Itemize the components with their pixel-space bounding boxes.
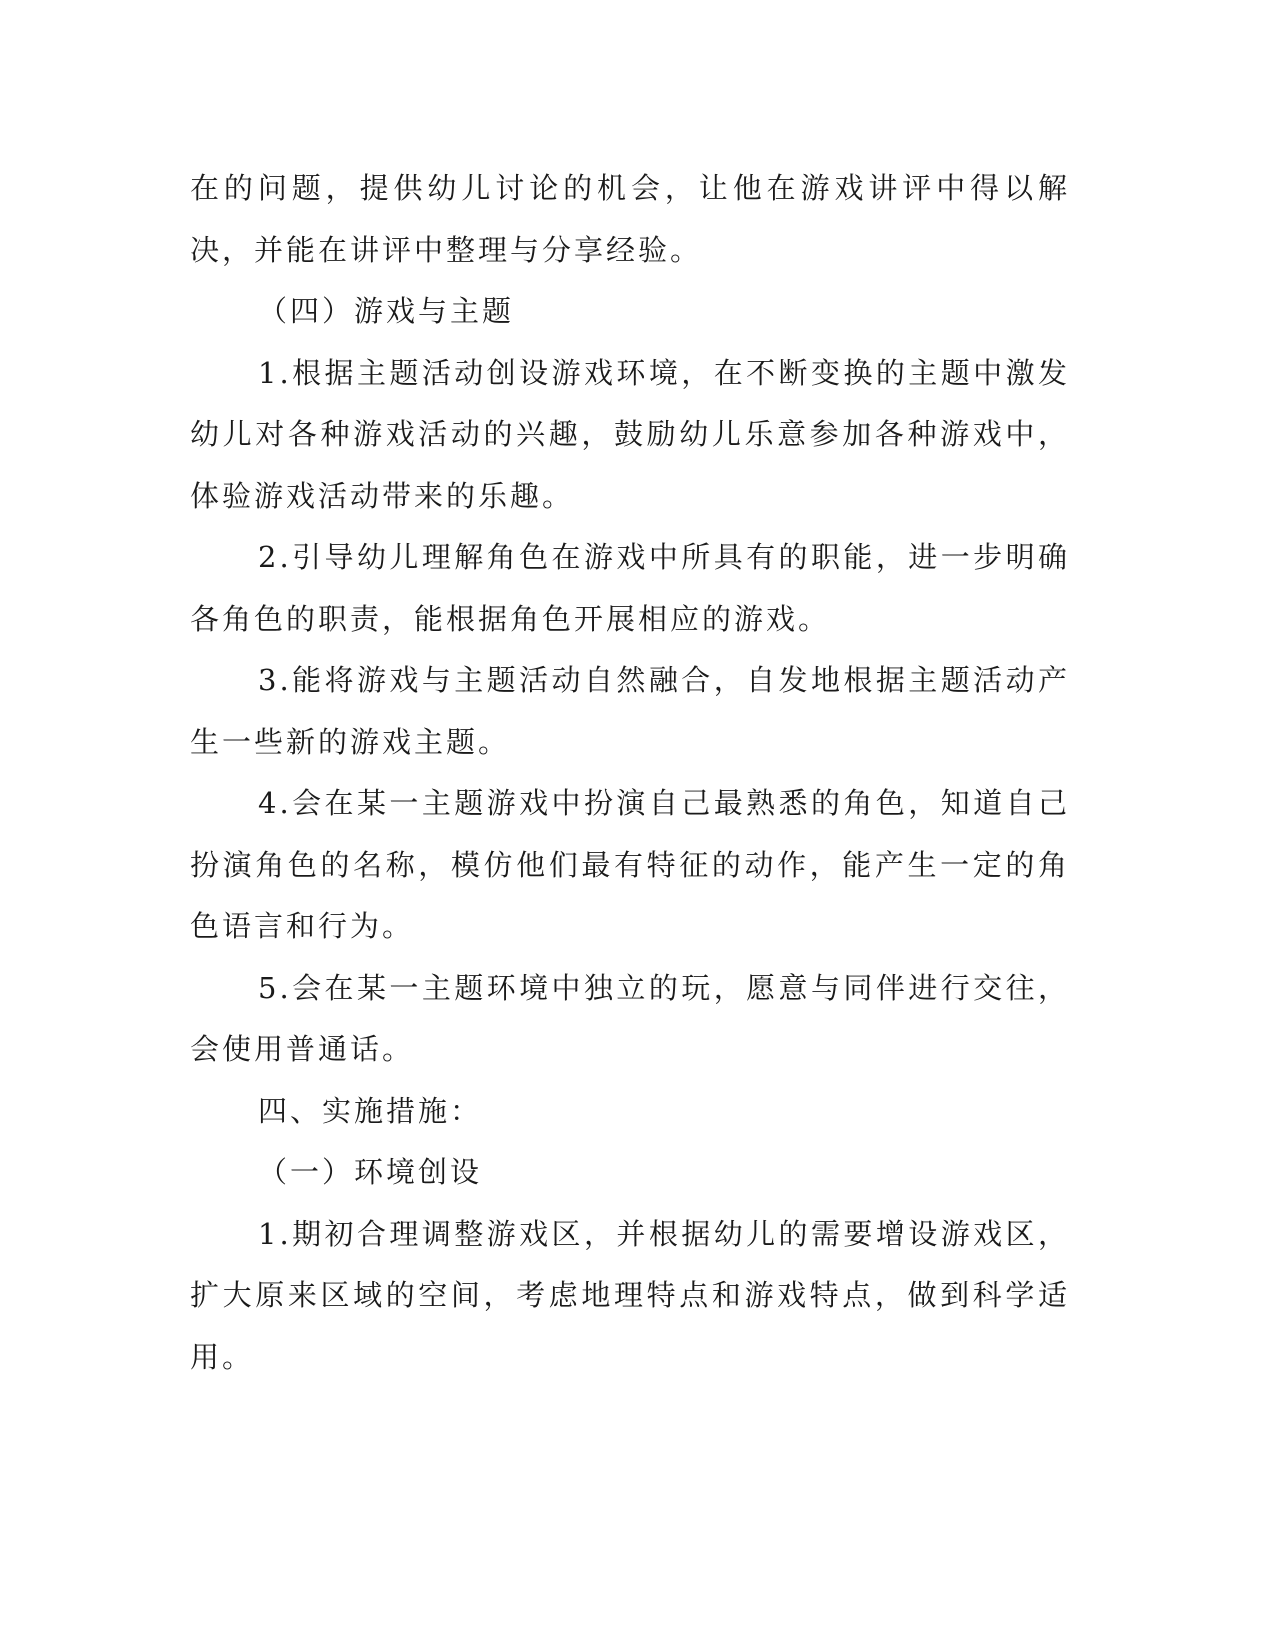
section-heading-measures: 四、实施措施： (258, 1093, 483, 1128)
list-item-5: 5.会在某一主题环境中独立的玩，愿意与同伴进行交往，会使用普通话。 (190, 970, 1070, 1066)
section-heading-game-and-theme: （四）游戏与主题 (258, 294, 515, 328)
paragraph-continued: 在的问题，提供幼儿讨论的机会，让他在游戏讲评中得以解决，并能在讲评中整理与分享经验。 (190, 171, 1070, 267)
list-item-1: 1.根据主题活动创设游戏环境，在不断变换的主题中激发幼儿对各种游戏活动的兴趣，鼓励幼儿乐意参加各种游戏中，体验游戏活动带来的乐趣。 (190, 355, 1070, 513)
list-item-2: 2.引导幼儿理解角色在游戏中所具有的职能，进一步明确各角色的职责，能根据角色开展相应的游戏。 (190, 540, 1070, 636)
document-body (190, 158, 1070, 1388)
subsection-heading-environment: （一）环境创设 (258, 1155, 483, 1189)
list-item-4: 4.会在某一主题游戏中扮演自己最熟悉的角色，知道自己扮演角色的名称，模仿他们最有特征的动作，能产生一定的角色语言和行为。 (190, 786, 1070, 943)
measure-item-1: 1.期初合理调整游戏区，并根据幼儿的需要增设游戏区，扩大原来区域的空间，考虑地理特点和游戏特点，做到科学适用。 (190, 1216, 1070, 1374)
list-item-3: 3.能将游戏与主题活动自然融合，自发地根据主题活动产生一些新的游戏主题。 (190, 663, 1070, 759)
